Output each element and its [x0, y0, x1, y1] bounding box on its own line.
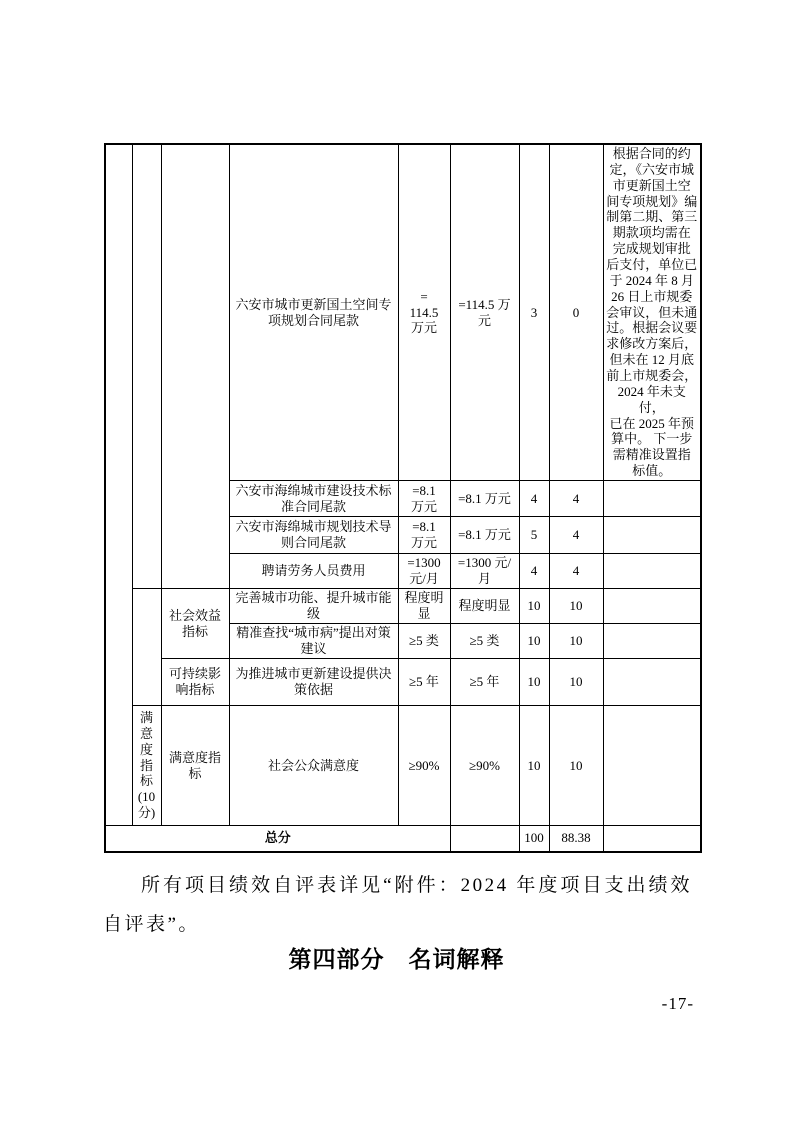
score-cell: 10: [549, 706, 603, 826]
actual-value-cell: ≥5 类: [450, 624, 519, 659]
target-value-cell: = 114.5 万元: [398, 144, 450, 481]
continuation-cell-col2-lower: [132, 589, 161, 706]
target-value-cell: ≥5 类: [398, 624, 450, 659]
total-empty-cell: [450, 826, 519, 852]
score-cell: 4: [549, 517, 603, 554]
score-cell: 4: [549, 481, 603, 517]
note-cell: [603, 659, 701, 706]
target-value-cell: ≥90%: [398, 706, 450, 826]
indicator-name-cell: 社会公众满意度: [229, 706, 398, 826]
page-number: -17-: [661, 994, 694, 1013]
category-cell-satisfaction: 满 意 度 指 标 (10 分): [132, 706, 161, 826]
note-cell: [603, 624, 701, 659]
total-max-score-cell: 100: [519, 826, 549, 852]
indicator-name-cell: 六安市城市更新国土空间专项规划合同尾款: [229, 144, 398, 481]
actual-value-cell: 程度明显: [450, 589, 519, 624]
target-value-cell: =8.1 万元: [398, 517, 450, 554]
max-score-cell: 5: [519, 517, 549, 554]
target-value-cell: 程度明 显: [398, 589, 450, 624]
total-score-cell: 88.38: [549, 826, 603, 852]
score-cell: 0: [549, 144, 603, 481]
actual-value-cell: =8.1 万元: [450, 517, 519, 554]
note-cell: [603, 517, 701, 554]
indicator-name-cell: 六安市海绵城市规划技术导则合同尾款: [229, 517, 398, 554]
max-score-cell: 10: [519, 624, 549, 659]
actual-value-cell: =8.1 万元: [450, 481, 519, 517]
actual-value-cell: =114.5 万 元: [450, 144, 519, 481]
actual-value-cell: =1300 元/ 月: [450, 554, 519, 589]
group-cell-satisfaction: 满意度指标: [161, 706, 229, 826]
continuation-cell-col2: [132, 144, 161, 589]
target-value-cell: =8.1 万元: [398, 481, 450, 517]
indicator-name-cell: 为推进城市更新建设提供决策依据: [229, 659, 398, 706]
actual-value-cell: ≥5 年: [450, 659, 519, 706]
total-note-cell: [603, 826, 701, 852]
score-cell: 10: [549, 659, 603, 706]
indicator-name-cell: 完善城市功能、提升城市能级: [229, 589, 398, 624]
score-cell: 10: [549, 624, 603, 659]
section-heading: 第四部分 名词解释: [288, 946, 505, 972]
continuation-cell-col1: [105, 144, 132, 826]
note-cell: [603, 706, 701, 826]
note-cell: [603, 481, 701, 517]
score-cell: 10: [549, 589, 603, 624]
target-value-cell: =1300 元/月: [398, 554, 450, 589]
group-cell-social-benefit: 社会效益指标: [161, 589, 229, 659]
note-cell: 根据合同的约 定，《六安市城 市更新国土空 间专项规划》编 制第二期、第三 期款项均需在 完成规划审批 后支付，单位已 于 2024 年 8 月 26 日上市规委 会审议，但未通 过。根据会议要 求修改方案后， 但未在 12 月底 前上市规委会， 2024 年未支付， 已在 2025 年预 算中。 下一步 需精准设置指 标值。: [603, 144, 701, 481]
continuation-cell-col3: [161, 144, 229, 589]
actual-value-cell: ≥90%: [450, 706, 519, 826]
total-label-cell: 总分: [105, 826, 450, 852]
note-cell: [603, 554, 701, 589]
note-cell: [603, 589, 701, 624]
max-score-cell: 4: [519, 481, 549, 517]
group-cell-sustainable-impact: 可持续影响指标: [161, 659, 229, 706]
max-score-cell: 3: [519, 144, 549, 481]
max-score-cell: 10: [519, 589, 549, 624]
indicator-name-cell: 精准查找“城市病”提出对策建议: [229, 624, 398, 659]
performance-evaluation-table: [104, 143, 702, 853]
target-value-cell: ≥5 年: [398, 659, 450, 706]
max-score-cell: 10: [519, 659, 549, 706]
closing-paragraph: 所有项目绩效自评表详见“附件：2024 年度项目支出绩效自评表”。: [103, 875, 692, 935]
score-cell: 4: [549, 554, 603, 589]
indicator-name-cell: 六安市海绵城市建设技术标准合同尾款: [229, 481, 398, 517]
indicator-name-cell: 聘请劳务人员费用: [229, 554, 398, 589]
max-score-cell: 4: [519, 554, 549, 589]
max-score-cell: 10: [519, 706, 549, 826]
